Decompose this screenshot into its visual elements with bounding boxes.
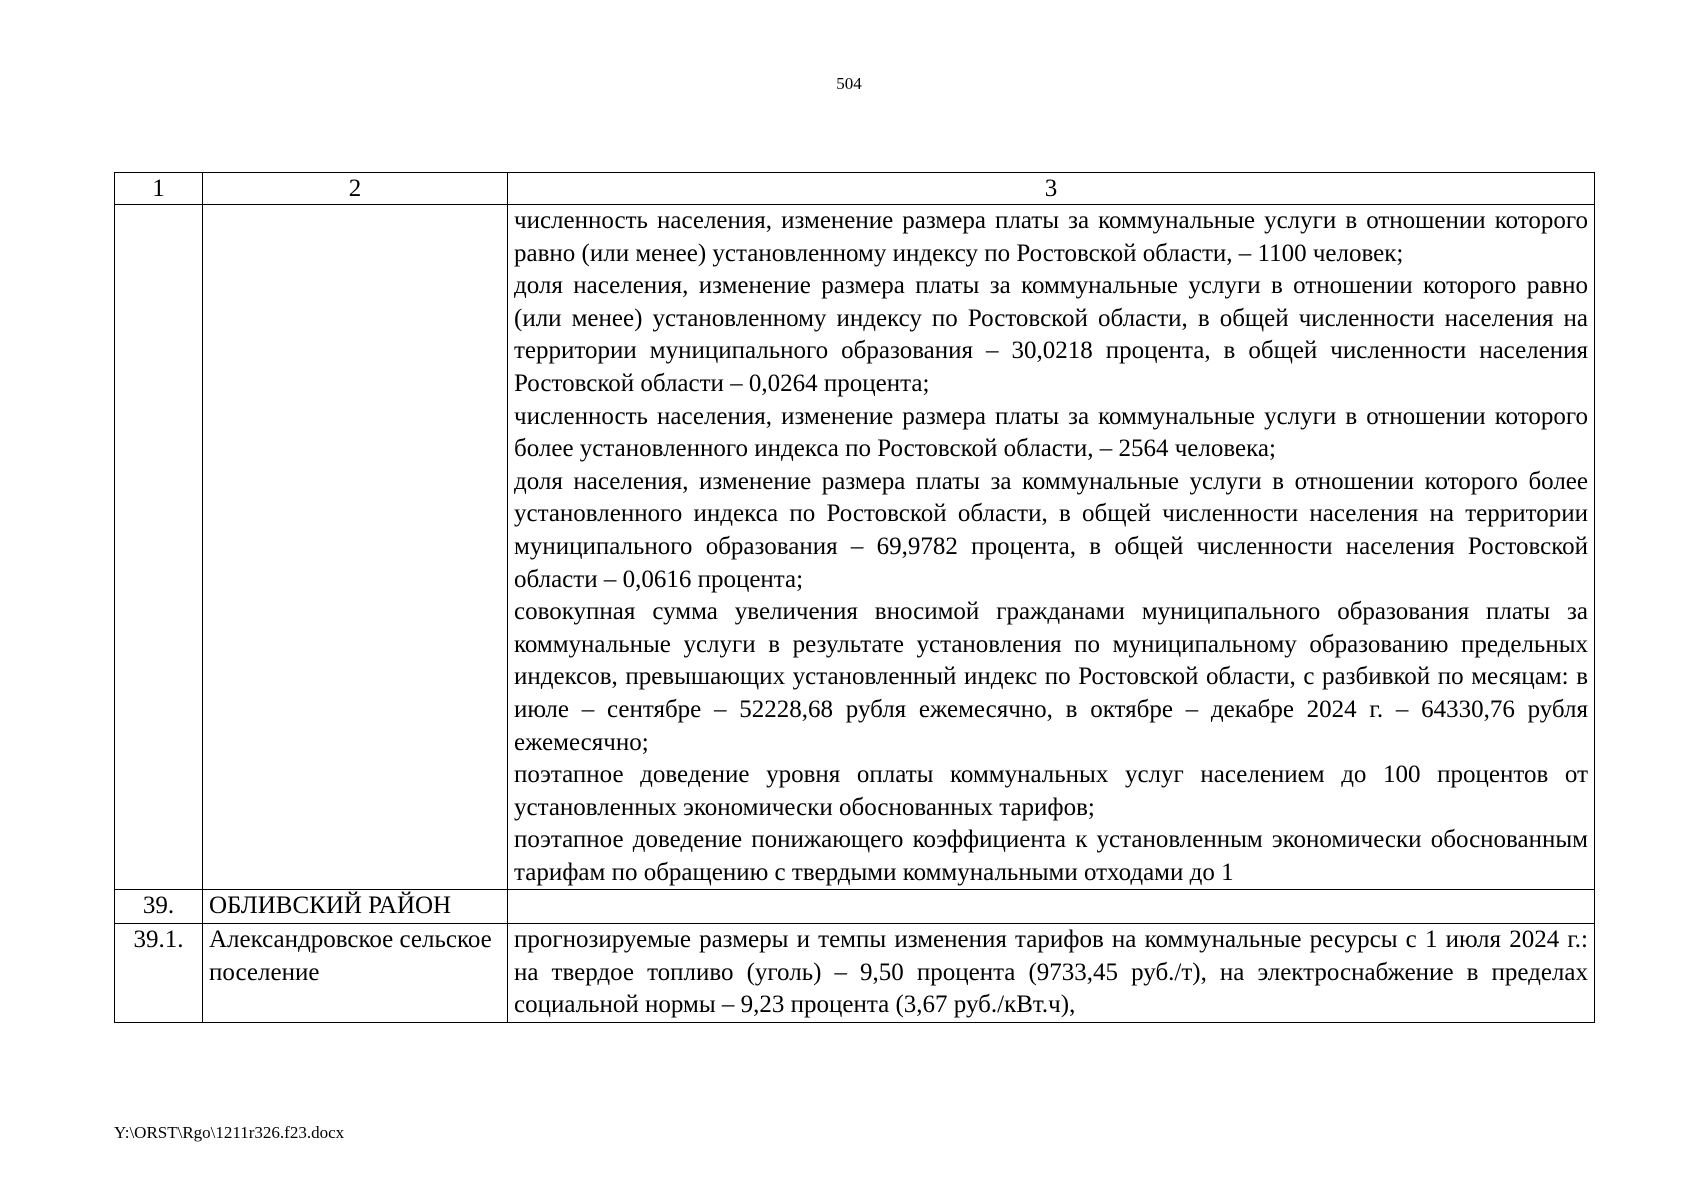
table-row-district [115,890,1595,924]
description-paragraph: совокупная сумма увеличения вносимой гражданами муниципального образования платы за коммунальные услуги в результате установления по муниципальному образованию предельных индексов, превышающих установленный индекс по Ростовской области, с разбивкой по месяцам: в июле – сентябре – 52228,68 рубля ежемесячно, в октябре – декабре 2024 г. – 64330,76 рубля ежемесячно; [514,598,1588,756]
description-paragraph: поэтапное доведение понижающего коэффициента к установленным экономически обоснованным тарифам по обращению с твердыми коммунальными отходами до 1 [514,826,1588,886]
table-row-settlement [115,924,1595,1023]
header-cell-3: 3 [508,173,1595,205]
description-paragraph: численность населения, изменение размера платы за коммунальные услуги в отношении которого более установленного индекса по Ростовской области, – 2564 человека; [514,402,1588,463]
header-cell-1: 1 [115,173,203,205]
row-description-cell [508,205,1595,890]
row-description-cell [508,924,1595,1023]
document-table [114,172,1595,1023]
description-paragraph: численность населения, изменение размера платы за коммунальные услуги в отношении которого равно (или менее) установленному индексу по Ростовской области, – 1100 человек; [514,207,1588,267]
footer-file-path: Y:\ORST\Rgo\1211r326.f23.docx [114,1123,345,1142]
description-paragraph: прогнозируемые размеры и темпы изменения тарифов на коммунальные ресурсы с 1 июля 2024 г.: на твердое топливо (уголь) – 9,50 процента (9733,45 руб./т), на электроснабжение в пределах социальной нормы – 9,23 процента (3,67 руб./кВт.ч), [514,926,1588,1019]
description-paragraph: поэтапное доведение уровня оплаты коммунальных услуг населением до 100 процентов от установленных экономически обоснованных тарифов; [514,761,1588,821]
row-number-cell: 39. [115,890,203,924]
description-paragraph: доля населения, изменение размера платы за коммунальные услуги в отношении которого равно (или менее) установленному индексу по Ростовской области, в общей численности населения на территории муниципального образования – 30,0218 процента, в общей численности населения Ростовской области – 0,0264 процента; [514,272,1588,397]
page-number: 504 [836,74,862,93]
header-cell-2: 2 [203,173,508,205]
row-number-cell [115,205,203,890]
row-name-cell [203,205,508,890]
table-row-continuation [115,205,1595,890]
table-header-row [115,173,1595,205]
description-paragraph: доля населения, изменение размера платы за коммунальные услуги в отношении которого более установленного индекса по Ростовской области, в общей численности населения на территории муниципального образования – 69,9782 процента, в общей численности населения Ростовской области – 0,0616 процента; [514,467,1588,593]
row-number-cell: 39.1. [115,924,203,1023]
district-name-cell: ОБЛИВСКИЙ РАЙОН [203,890,508,924]
row-description-cell [508,890,1595,924]
settlement-name-cell: Александровское сельское поселение [203,924,508,1023]
